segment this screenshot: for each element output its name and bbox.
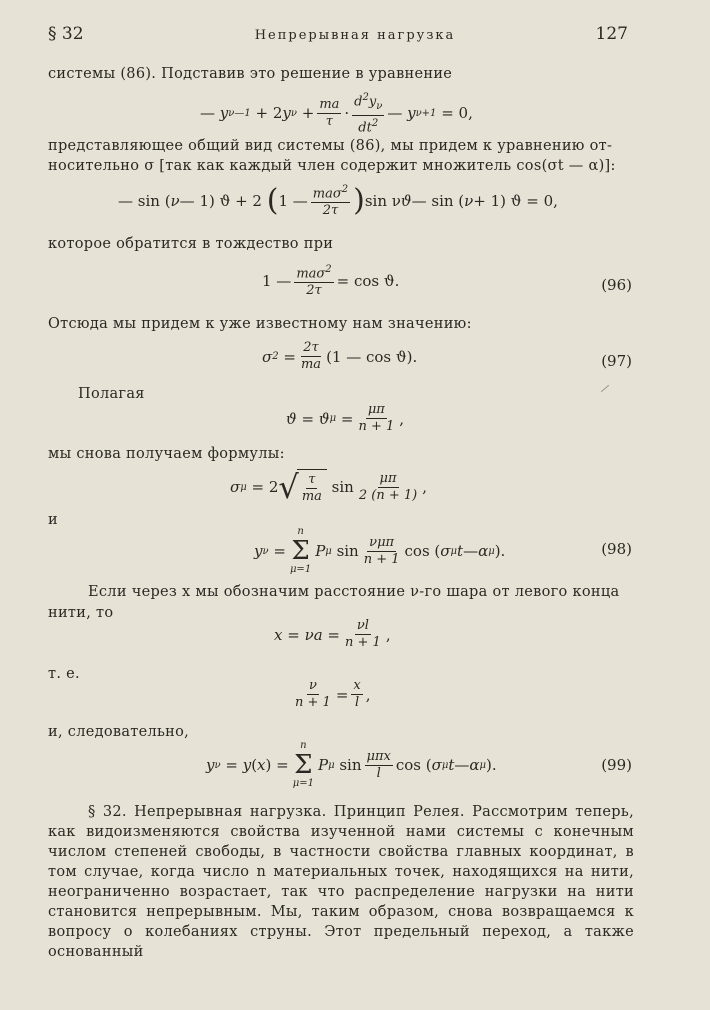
text-line: нити, то xyxy=(48,605,114,621)
running-title: Непрерывная нагрузка xyxy=(254,28,456,43)
text-line: которое обратится в тождество при xyxy=(48,236,334,252)
page-number: 127 xyxy=(595,24,628,44)
equation-theta: ϑ = ϑ μ = $\frac{\mu\pi}{n + 1}$ , xyxy=(286,402,405,434)
equation-96: 1 — $\frac{ma\sigma^2}{2\tau}$ = cos ϑ. xyxy=(262,264,400,299)
section-paragraph: § 32. Непрерывная нагрузка. Принцип Релея. Рассмотрим теперь, как видоизменяются свойства изученной нами системы с конечным числом степеней свободы, в частности свойства главных координат, в том случае, когда число n материальных точек, находящихся на нити, неограниченно возрастает, так что распределение нагрузки на нити становится непрерывным. Мы, таким образом, снова возвращаемся к вопросу о колебаниях струны. Этот предельный переход, а также основанный xyxy=(48,804,634,960)
text-line: и, следовательно, xyxy=(48,724,190,740)
equation-97: σ 2 = $\frac{2\tau}{ma}$ (1 — cos ϑ). xyxy=(262,340,418,372)
equation-ratio: $\frac{\nu}{n + 1}$ = $\frac{x}{l}$ , xyxy=(295,678,371,710)
equation-sigma: σ μ = 2 √ $\frac{\tau}{ma}$ sin $\frac{\mu\pi}{2 (n + 1)}$ , xyxy=(230,468,427,506)
equation-number: (97) xyxy=(601,352,632,370)
text-line: носительно σ [так как каждый член содержит множитель cos(σt — α)]: xyxy=(48,158,616,174)
equation-x: x = νa = $\frac{\nu l}{n + 1}$ , xyxy=(274,618,391,650)
equation-number: (98) xyxy=(601,540,632,558)
text-line: Если через x мы обозначим расстояние ν-го шара от левого конца xyxy=(88,584,620,600)
equation-99: y ν = y ( x ) = n Σ μ=1 P μ sin $\frac{\text{μπx}}{l}$ cos ( σ μ t — α μ ). xyxy=(206,740,497,789)
equation-substitution: — y ν—1 + 2 y ν + $\frac{ma}{\tau}$ · $\frac{d^2y_\nu}{dt^2}$ — y ν+1 = 0, xyxy=(200,92,473,136)
section-number: § 32 xyxy=(48,24,84,44)
text-line: Полагая xyxy=(78,386,145,402)
page-mark xyxy=(601,385,609,392)
text-line: и xyxy=(48,512,58,528)
equation-sin: — sin ( ν — 1) ϑ + 2 ( 1 — $\frac{ma\sigma^2}{2\tau}$ ) sin ν ϑ — sin ( ν + 1) ϑ = 0, xyxy=(118,183,558,219)
text-line: мы снова получаем формулы: xyxy=(48,446,285,462)
text-line: представляющее общий вид системы (86), мы придем к уравнению от- xyxy=(48,138,613,154)
text-line: системы (86). Подставив это решение в уравнение xyxy=(48,66,453,82)
equation-number: (99) xyxy=(601,756,632,774)
equation-number: (96) xyxy=(601,276,632,294)
text-line: т. е. xyxy=(48,666,80,682)
equation-98: y ν = n Σ μ=1 P μ sin $\frac{\text{νμπ}}{n + 1}$ cos ( σ μ t — α μ ). xyxy=(254,526,506,575)
text-line: Отсюда мы придем к уже известному нам значению: xyxy=(48,316,472,332)
